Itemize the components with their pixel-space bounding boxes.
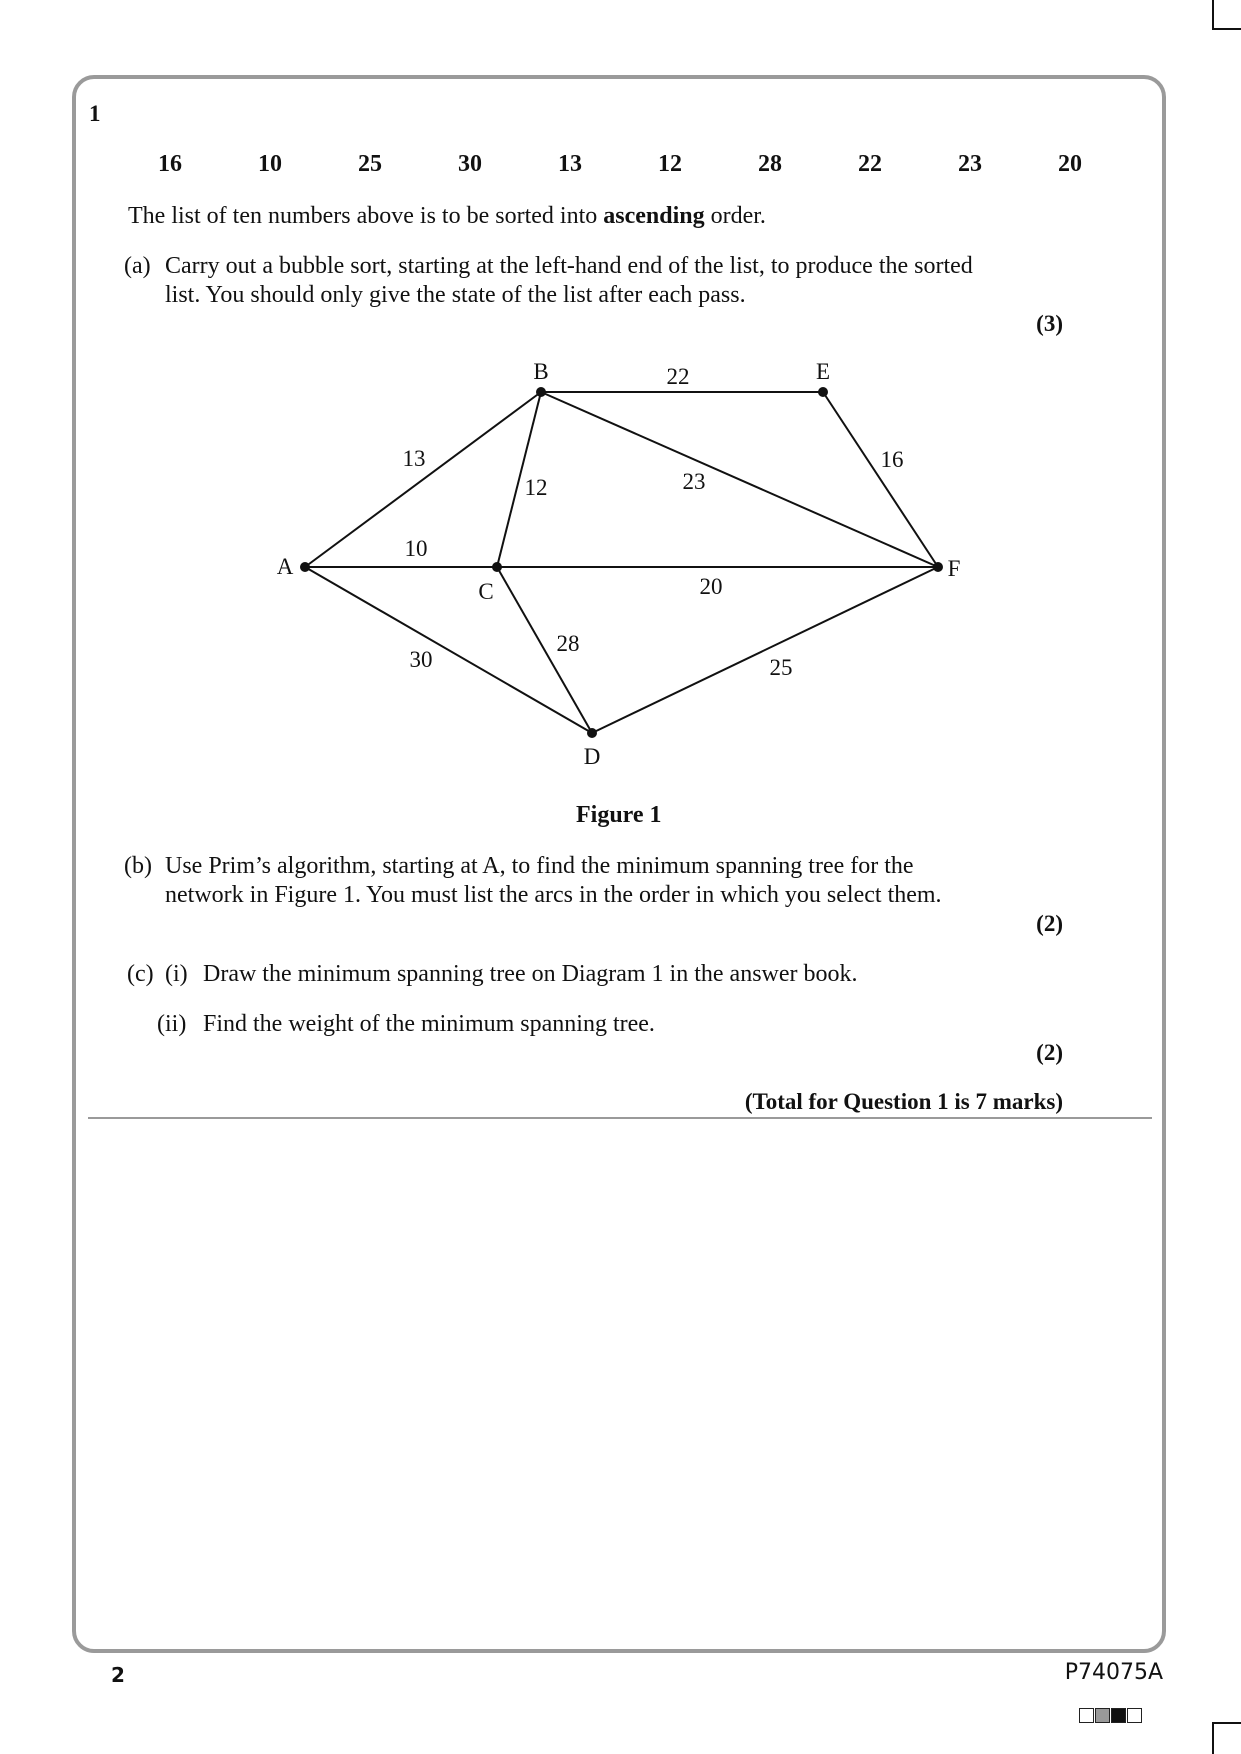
part-b-label: (b) — [124, 853, 152, 879]
part-c-marks: (2) — [1036, 1040, 1063, 1065]
edge-weight-bc: 12 — [524, 475, 548, 500]
edge-weight-ef: 16 — [880, 447, 904, 472]
edge-ad — [305, 567, 592, 733]
edge-weight-df: 25 — [769, 655, 793, 680]
node-label-d: D — [583, 744, 601, 769]
edge-weight-ab: 13 — [402, 446, 426, 471]
part-a-line2: list. You should only give the state of the list after each pass. — [165, 282, 746, 308]
intro-after: order. — [704, 203, 766, 229]
paper-code: P74075A — [1064, 1660, 1163, 1685]
part-c-ii-text: Find the weight of the minimum spanning tree. — [203, 1011, 655, 1037]
list-number: 12 — [658, 151, 682, 177]
list-number: 28 — [758, 151, 782, 177]
node-f — [933, 562, 943, 572]
crop-mark-bottom-h — [1212, 1722, 1241, 1724]
intro-bold: ascending — [603, 203, 705, 229]
part-a-marks: (3) — [1036, 311, 1063, 336]
list-number: 20 — [1058, 151, 1082, 177]
part-b-line1: Use Prim’s algorithm, starting at A, to find the minimum spanning tree for the — [165, 853, 914, 879]
edge-weight-bf: 23 — [682, 469, 706, 494]
question-end-rule — [88, 1117, 1152, 1119]
edge-weight-cd: 28 — [556, 631, 580, 656]
part-b-marks: (2) — [1036, 911, 1063, 936]
edge-weight-ac: 10 — [404, 536, 428, 561]
page-number: 2 — [111, 1663, 125, 1687]
part-a-line1: Carry out a bubble sort, starting at the left-hand end of the list, to produce the sorted — [165, 253, 973, 279]
list-number: 22 — [858, 151, 882, 177]
barcode-box — [1127, 1708, 1142, 1723]
part-c-i-text: Draw the minimum spanning tree on Diagram 1 in the answer book. — [203, 961, 858, 987]
page-barcode-marks — [1079, 1708, 1142, 1723]
edge-weight-ad: 30 — [409, 647, 433, 672]
part-c-label: (c) — [127, 961, 154, 987]
crop-mark-bottom — [1212, 1722, 1214, 1754]
node-e — [818, 387, 828, 397]
barcode-box — [1095, 1708, 1110, 1723]
question-number: 1 — [89, 101, 101, 126]
part-c-i-label: (i) — [165, 961, 188, 987]
figure-caption: Figure 1 — [576, 802, 662, 828]
part-a-label: (a) — [124, 253, 151, 279]
intro-before: The list of ten numbers above is to be sorted into — [128, 203, 604, 229]
node-b — [536, 387, 546, 397]
node-label-f: F — [947, 556, 961, 581]
barcode-box — [1079, 1708, 1094, 1723]
edge-bf — [541, 392, 938, 567]
list-number: 13 — [558, 151, 582, 177]
list-number: 16 — [158, 151, 182, 177]
edge-weight-be: 22 — [666, 364, 690, 389]
network-figure — [0, 0, 1241, 800]
list-number: 23 — [958, 151, 982, 177]
list-number: 25 — [358, 151, 382, 177]
edge-df — [592, 567, 938, 733]
list-number: 10 — [258, 151, 282, 177]
part-b-line2: network in Figure 1. You must list the arcs in the order in which you select them. — [165, 882, 942, 908]
node-d — [587, 728, 597, 738]
part-c-ii-label: (ii) — [157, 1011, 187, 1037]
node-label-b: B — [533, 359, 549, 384]
barcode-box — [1111, 1708, 1126, 1723]
question-total: (Total for Question 1 is 7 marks) — [744, 1089, 1063, 1114]
node-label-a: A — [276, 554, 294, 579]
node-c — [492, 562, 502, 572]
edge-weight-cf: 20 — [699, 574, 723, 599]
node-label-c: C — [478, 579, 494, 604]
list-number: 30 — [458, 151, 482, 177]
node-label-e: E — [815, 359, 831, 384]
node-a — [300, 562, 310, 572]
